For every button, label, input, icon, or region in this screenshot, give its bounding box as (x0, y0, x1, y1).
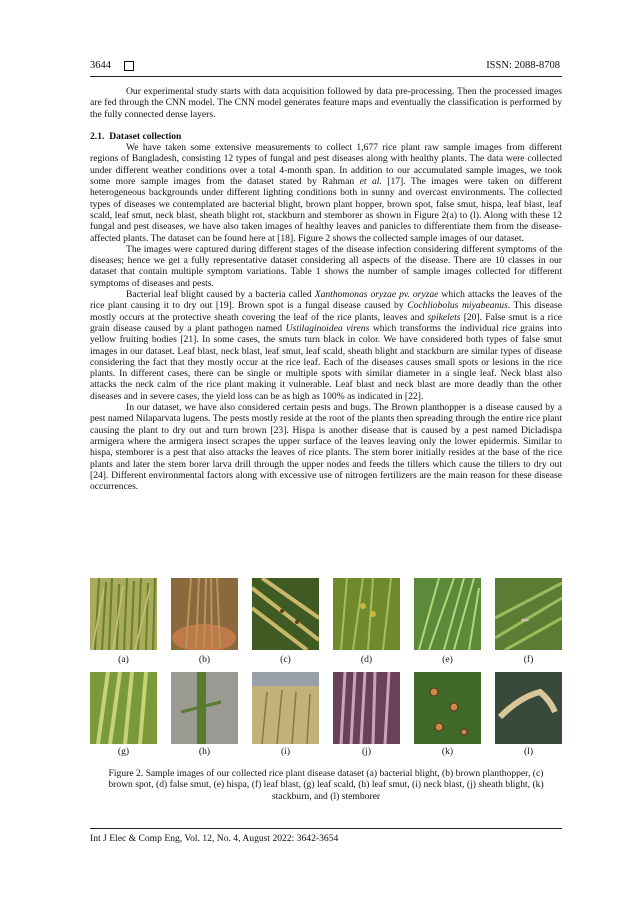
paragraph: In our dataset, we have also considered certain pests and bugs. The Brown planthopper is a disease caused by a pest named Nilaparvata lugens. The pests mostly reside at the root of the plants then spreading through the entire rice plant causing the plant to dry out and turn brown [23]. Hispa is another disease that is caused by a pest named Dicladispa armigera where the armigera insect scrapes the upper surface of the leaves leaving only the lower epidermis. Similar to hispa, stemborer is a pest that also attacks the leaves of rice plants. The stem borer initially resides at the base of the rice plants and later the stem borer larva drill through the upper nodes and feeds the tillers which cause the tillers to dry out [24]. Different environmental factors along with excessive use of nitrogen fertilizers are the main reason for these disease occurrences. (90, 402, 562, 493)
photo-leaf-smut (171, 672, 238, 744)
photo-false-smut (333, 578, 400, 650)
paragraph: Bacterial leaf blight caused by a bacteria called Xanthomonas oryzae pv. oryzae which attacks the leaves of the rice plant causing it to dry out [19]. Brown spot is a fungal disease caused by Cochliobolus miyabeanus. This disease mostly occurs at the protective sheath covering the leaf of the rice plants, leaves and spikelets [20]. False smut is a rice grain disease caused by a plant pathogen named Ustilaginoidea virens which transforms the individual rice grains into yellow fruiting bodies [21]. In some cases, the smuts turn black in color. We have considered both types of false smut images in our dataset. Leaf blast, neck blast, leaf smut, leaf scald, sheath blight and stackburn are similar types of disease considering the fact that they mostly occur at the rice leaf. Each of the diseases causes small spots or lesions in the rice plants. In different cases, there can be single or multiple spots with similar diameter in a single leaf. Neck blast also attacks the neck calm of the rice plant making it vulnerable. Leaf blast and neck blast are more deadly than the other diseases and in severe cases, the yield loss can be as high as 100% as indicated in [22]. (90, 289, 562, 402)
photo-leaf-blast (495, 578, 562, 650)
paragraph: We have taken some extensive measurements to collect 1,677 rice plant raw sample images from different regions of Bangladesh, consisting 12 types of fungal and pest diseases along with healthy plants. The data were collected under different weather conditions over a total 4-month span. In addition to our accumulated sample images, we took some more sample images from the dataset stated by Rahman et al. [17]. The images were taken on different heterogeneous backgrounds under different lighting conditions both in sunny and overcast environments. The collected types of diseases we contemplated are bacterial blight, brown plant hopper, brown spot, false smut, hispa, leaf blast, leaf scald, leaf smut, neck blast, sheath blight rot, stackburn and stemborer as shown in Figure 2(a) to (l). Along with these 12 fungal and pest diseases, we have also taken images of healthy leaves and panicles to differentiate them from the disease-affected plants. The dataset can be found here at [18]. Figure 2 shows the collected sample images of our dataset. (90, 142, 562, 244)
photo-brown-spot (252, 578, 319, 650)
paragraph: The images were captured during different stages of the disease infection considering different symptoms of the diseases; hence we get a fully representative dataset considering all aspects of the disease. There are 10 classes in our dataset that contain multiple symptom variations. Table 1 shows the number of sample images collected for different symptoms of diseases and pests. (90, 243, 562, 289)
separator-box-icon (124, 61, 134, 71)
page-number: 3644 (90, 60, 111, 71)
label-j: (j) (361, 746, 372, 757)
photo-stemborer (495, 672, 562, 744)
section-heading: 2.1. Dataset collection (90, 130, 182, 142)
body-text (90, 86, 562, 492)
label-g: (g) (117, 746, 130, 757)
running-header (90, 60, 560, 74)
caption-row-2 (90, 746, 564, 758)
label-c: (c) (280, 654, 291, 665)
photo-neck-blast (252, 672, 319, 744)
photo-stackburn (414, 672, 481, 744)
caption-row-1 (90, 654, 564, 666)
label-i: (i) (280, 746, 291, 757)
label-d: (d) (360, 654, 373, 665)
photo-sheath-blight (333, 672, 400, 744)
issn: ISSN: 2088-8708 (486, 60, 560, 71)
label-e: (e) (442, 654, 453, 665)
label-k: (k) (441, 746, 454, 757)
label-f: (f) (523, 654, 534, 665)
footer-rule (90, 828, 562, 829)
figure-row-2 (90, 672, 564, 744)
label-a: (a) (118, 654, 129, 665)
label-l: (l) (523, 746, 534, 757)
running-footer: Int J Elec & Comp Eng, Vol. 12, No. 4, August 2022: 3642-3654 (90, 833, 339, 844)
photo-hispa (414, 578, 481, 650)
figure-row-1 (90, 578, 564, 650)
header-rule (90, 76, 562, 77)
figure-caption: Figure 2. Sample images of our collected rice plant disease dataset (a) bacterial blight, (b) brown planthopper, (c) brown spot, (d) false smut, (e) hispa, (f) leaf blast, (g) leaf scald, (h) leaf smut, (i) neck blast, (j) sheath blight, (k) stackburn, and (l) stemborer (108, 768, 544, 802)
label-h: (h) (198, 746, 211, 757)
label-b: (b) (198, 654, 211, 665)
photo-bacterial-blight (90, 578, 157, 650)
paragraph: Our experimental study starts with data acquisition followed by data pre-processing. Then the processed images are fed through the CNN model. The CNN model generates feature maps and eventually the classification is performed by the fully connected dense layers. (90, 86, 562, 120)
photo-leaf-scald (90, 672, 157, 744)
photo-brown-planthopper (171, 578, 238, 650)
